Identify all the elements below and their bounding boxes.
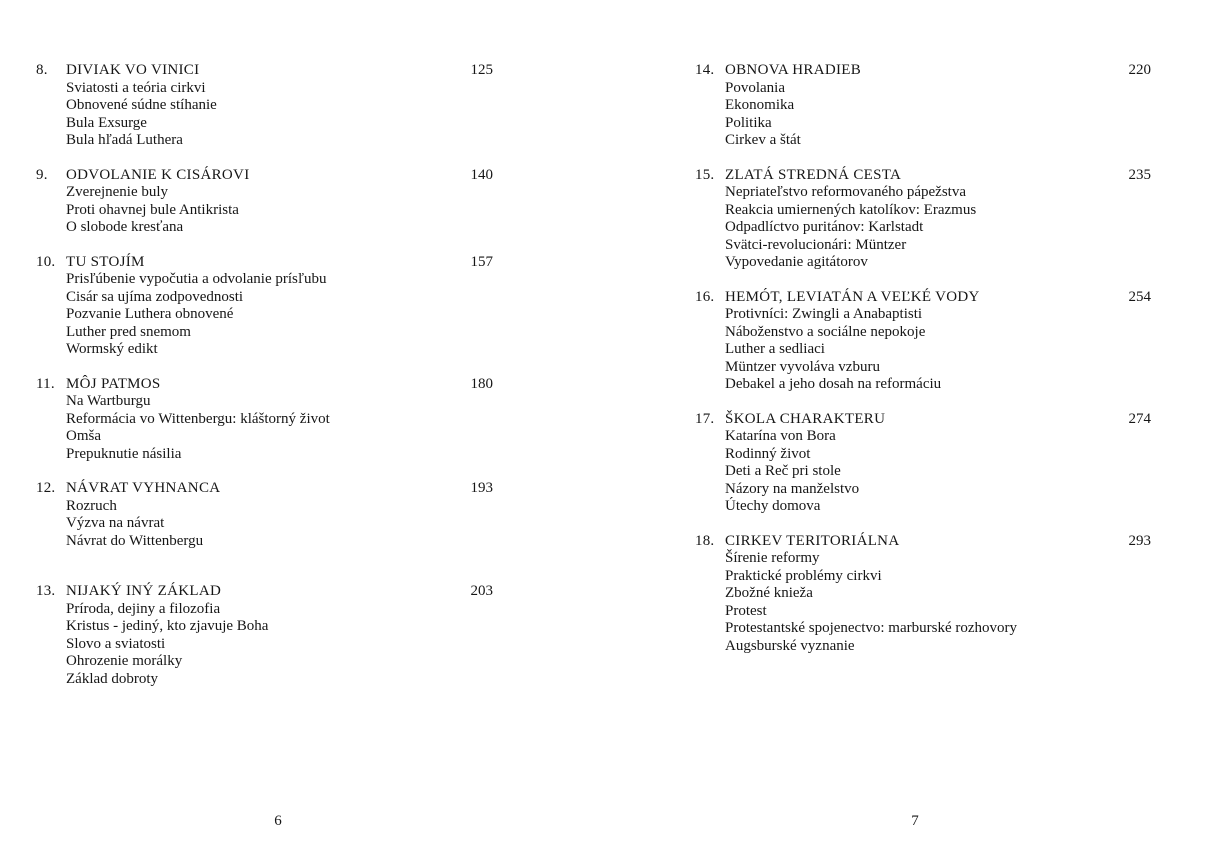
toc-subentry: Reakcia umiernených katolíkov: Erazmus [725, 201, 977, 218]
toc-entry-head [695, 411, 1151, 429]
toc-subentry: Prisľúbenie vypočutia a odvolanie prísľubu [66, 271, 327, 287]
toc-subentry: Šírenie reformy [725, 550, 820, 566]
toc-subentry: Augsburské vyznanie [725, 637, 855, 654]
chapter-number: 17. [695, 410, 715, 427]
toc-entry-head [36, 167, 493, 185]
toc-subentry: Povolania [725, 79, 785, 96]
chapter-page-number: 125 [470, 62, 493, 78]
chapter-number: 10. [36, 253, 56, 270]
chapter-page-number: 157 [470, 253, 493, 270]
toc-entry [695, 62, 1151, 150]
chapter-title: NIJAKÝ INÝ ZÁKLAD [66, 583, 222, 599]
chapter-title: NÁVRAT VYHNANCA [66, 480, 221, 496]
chapter-number: 16. [695, 288, 715, 305]
toc-subentry: Katarína von Bora [725, 428, 836, 444]
toc-subentry: Cisár sa ujíma zodpovednosti [66, 288, 244, 305]
toc-subentry: Pozvanie Luthera obnovené [66, 306, 234, 322]
chapter-title: ZLATÁ STREDNÁ CESTA [725, 166, 902, 183]
toc-subentry: Na Wartburgu [66, 393, 151, 409]
chapter-number: 9. [36, 166, 48, 183]
toc-entry-head [695, 289, 1151, 307]
toc-entry [36, 567, 493, 688]
chapter-page-number: 235 [1128, 166, 1151, 183]
toc-subentry: Protivníci: Zwingli a Anabaptisti [725, 306, 923, 322]
chapter-title: ODVOLANIE K CISÁROVI [66, 166, 250, 183]
toc-entry [695, 289, 1151, 394]
toc-entry [695, 411, 1151, 516]
chapter-page-number: 274 [1128, 410, 1151, 427]
toc-entry-head [695, 62, 1151, 80]
chapter-page-number: 254 [1128, 288, 1151, 305]
chapter-number: 11. [36, 375, 55, 392]
toc-subentry: Zbožné knieža [725, 585, 813, 601]
toc-subentry: Kristus - jediný, kto zjavuje Boha [66, 618, 269, 634]
toc-subentry: O slobode kresťana [66, 219, 184, 235]
chapter-title: TU STOJÍM [66, 253, 145, 270]
toc-subentry: Reformácia vo Wittenbergu: kláštorný život [66, 410, 330, 427]
toc-entry-head [36, 583, 493, 601]
page-folio-left: 6 [274, 813, 282, 829]
toc-subentry: Prepuknutie násilia [66, 445, 182, 462]
toc-subentry: Praktické problémy cirkvi [725, 567, 882, 584]
toc-entry-head [36, 480, 493, 498]
toc-entry [36, 167, 493, 237]
left-page [36, 62, 493, 705]
chapter-number: 14. [695, 62, 715, 78]
chapter-title: CIRKEV TERITORIÁLNA [725, 532, 900, 549]
toc-entry-head [695, 533, 1151, 551]
toc-subentry: Luther pred snemom [66, 323, 191, 340]
toc-entry [36, 62, 493, 150]
toc-subentry: Omša [66, 428, 101, 444]
chapter-title: ŠKOLA CHARAKTERU [725, 410, 886, 427]
right-page [695, 62, 1151, 672]
toc-entry-head [36, 254, 493, 272]
toc-subentry: Výzva na návrat [66, 515, 165, 531]
toc-subentry: Proti ohavnej bule Antikrista [66, 201, 239, 218]
toc-subentry: Obnovené súdne stíhanie [66, 97, 217, 113]
toc-subentry: Rozruch [66, 497, 117, 514]
toc-subentry: Cirkev a štát [725, 132, 801, 148]
toc-entry [36, 254, 493, 359]
chapter-number: 12. [36, 480, 56, 496]
toc-entry [695, 167, 1151, 272]
toc-subentry: Bula Exsurge [66, 114, 147, 131]
toc-subentry: Rodinný život [725, 445, 811, 462]
chapter-number: 15. [695, 166, 715, 183]
page-folio-right: 7 [911, 813, 919, 829]
chapter-number: 8. [36, 62, 48, 78]
toc-subentry: Zverejnenie buly [66, 184, 169, 200]
toc-subentry: Vypovedanie agitátorov [725, 254, 868, 270]
toc-subentry: Príroda, dejiny a filozofia [66, 600, 221, 617]
chapter-page-number: 193 [470, 480, 493, 496]
toc-subentry: Müntzer vyvoláva vzburu [725, 358, 880, 375]
chapter-number: 18. [695, 532, 715, 549]
chapter-page-number: 180 [470, 375, 493, 392]
toc-subentry: Bula hľadá Luthera [66, 132, 183, 148]
toc-subentry: Náboženstvo a sociálne nepokoje [725, 323, 926, 340]
toc-subentry: Názory na manželstvo [725, 480, 860, 497]
chapter-title: MÔJ PATMOS [66, 375, 161, 392]
toc-entry [36, 376, 493, 464]
toc-subentry: Protest [725, 602, 767, 619]
toc-entry-head [36, 62, 493, 80]
chapter-page-number: 203 [470, 583, 493, 599]
toc-subentry: Sviatosti a teória cirkvi [66, 79, 206, 96]
toc-subentry: Deti a Reč pri stole [725, 463, 841, 479]
toc-subentry: Politika [725, 114, 772, 131]
chapter-page-number: 293 [1128, 532, 1151, 549]
toc-subentry: Útechy domova [725, 498, 821, 514]
toc-entry [36, 480, 493, 550]
toc-subentry: Návrat do Wittenbergu [66, 532, 204, 549]
chapter-page-number: 140 [470, 166, 493, 183]
toc-subentry: Wormský edikt [66, 341, 158, 357]
chapter-title: OBNOVA HRADIEB [725, 62, 862, 78]
toc-entry-head [36, 376, 493, 394]
toc-subentry: Protestantské spojenectvo: marburské rozhovory [725, 620, 1018, 636]
chapter-page-number: 220 [1128, 62, 1151, 78]
toc-subentry: Ohrozenie morálky [66, 653, 183, 669]
toc-entry-head [695, 167, 1151, 185]
chapter-number: 13. [36, 583, 56, 599]
toc-subentry: Slovo a sviatosti [66, 635, 166, 652]
toc-subentry: Nepriateľstvo reformovaného pápežstva [725, 184, 966, 200]
toc-subentry: Svätci-revolucionári: Müntzer [725, 236, 907, 253]
toc-subentry: Luther a sedliaci [725, 341, 825, 357]
toc-subentry: Odpadlíctvo puritánov: Karlstadt [725, 219, 924, 235]
toc-entry [695, 533, 1151, 656]
toc-subentry: Ekonomika [725, 97, 795, 113]
chapter-title: HEMÓT, LEVIATÁN A VEĽKÉ VODY [725, 288, 980, 305]
toc-subentry: Debakel a jeho dosah na reformáciu [725, 376, 942, 392]
chapter-title: DIVIAK VO VINICI [66, 62, 200, 78]
toc-subentry: Základ dobroty [66, 670, 159, 687]
